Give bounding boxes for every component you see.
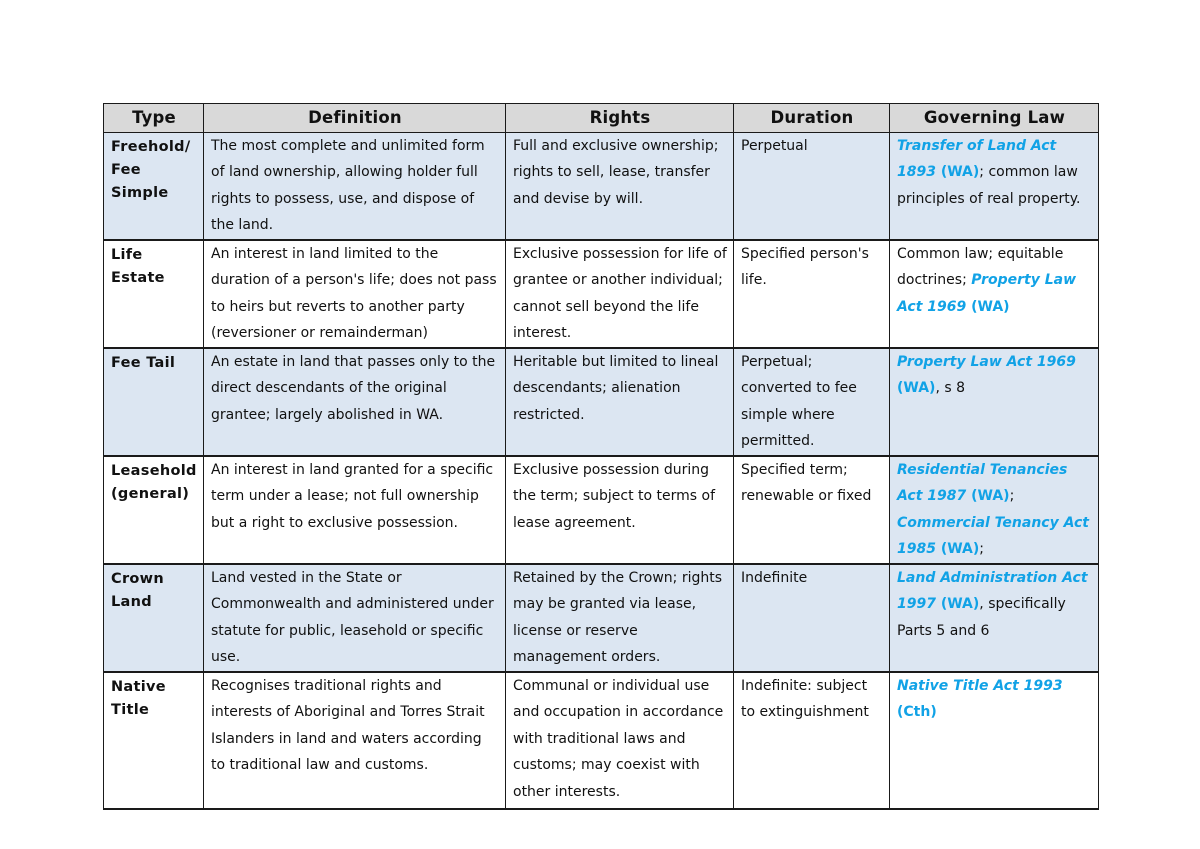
type-cell: Leasehold (general) bbox=[104, 456, 204, 564]
type-cell: Freehold/ Fee Simple bbox=[104, 132, 204, 240]
rights-cell: Exclusive possession for life of grantee or another individual; cannot sell beyond the life interest. bbox=[506, 240, 734, 348]
definition-cell: Land vested in the State or Commonwealth and administered under statute for public, leasehold or specific use. bbox=[204, 564, 506, 672]
definition-cell: The most complete and unlimited form of land ownership, allowing holder full rights to possess, use, and dispose of the land. bbox=[204, 132, 506, 240]
header-rights: Rights bbox=[506, 104, 734, 133]
duration-cell: Perpetual; converted to fee simple where permitted. bbox=[734, 348, 890, 456]
definition-cell: An interest in land granted for a specific term under a lease; not full ownership but a right to exclusive possession. bbox=[204, 456, 506, 564]
header-definition: Definition bbox=[204, 104, 506, 133]
duration-cell: Perpetual bbox=[734, 132, 890, 240]
type-cell: Native Title bbox=[104, 672, 204, 809]
table-row-native-title bbox=[104, 672, 1099, 809]
governing-law-cell bbox=[890, 456, 1099, 564]
definition-cell: Recognises traditional rights and interests of Aboriginal and Torres Strait Islanders in land and waters according to traditional law and customs. bbox=[204, 672, 506, 809]
law-text: , specifically Parts 5 and 6 bbox=[897, 596, 1066, 639]
table-row-life-estate bbox=[104, 240, 1099, 348]
type-cell: Life Estate bbox=[104, 240, 204, 348]
legislation-link[interactable]: Native Title Act 1993 bbox=[897, 677, 1063, 694]
table-row-freehold bbox=[104, 132, 1099, 240]
legislation-link[interactable]: Property Law Act 1969 bbox=[897, 272, 1077, 315]
type-cell: Fee Tail bbox=[104, 348, 204, 456]
legislation-link[interactable]: Commercial Tenancy Act 1985 bbox=[897, 514, 1090, 557]
rights-cell: Retained by the Crown; rights may be granted via lease, license or reserve management orders. bbox=[506, 564, 734, 672]
duration-cell: Indefinite: subject to extinguishment bbox=[734, 672, 890, 809]
header-type: Type bbox=[104, 104, 204, 133]
legislation-link[interactable]: Property Law Act 1969 bbox=[897, 353, 1076, 370]
rights-cell: Exclusive possession during the term; subject to terms of lease agreement. bbox=[506, 456, 734, 564]
jurisdiction-label[interactable]: (WA) bbox=[935, 596, 980, 612]
jurisdiction-label[interactable]: (WA) bbox=[897, 380, 936, 396]
governing-law-cell bbox=[890, 132, 1099, 240]
header-row bbox=[104, 104, 1099, 133]
governing-law-cell bbox=[890, 564, 1099, 672]
definition-cell: An estate in land that passes only to the direct descendants of the original grantee; largely abolished in WA. bbox=[204, 348, 506, 456]
type-cell: Crown Land bbox=[104, 564, 204, 672]
table-row-crown-land bbox=[104, 564, 1099, 672]
land-estates-table bbox=[103, 103, 1099, 810]
law-text: Common law; equitable doctrines; bbox=[897, 245, 1064, 288]
rights-cell: Full and exclusive ownership; rights to sell, lease, transfer and devise by will. bbox=[506, 132, 734, 240]
jurisdiction-label[interactable]: (WA) bbox=[935, 164, 980, 180]
legislation-link[interactable]: Transfer of Land Act 1893 bbox=[897, 137, 1057, 180]
legislation-link[interactable]: Land Administration Act 1997 bbox=[897, 569, 1088, 612]
governing-law-cell bbox=[890, 240, 1099, 348]
jurisdiction-label[interactable]: (Cth) bbox=[897, 704, 937, 720]
law-text: ; bbox=[1009, 488, 1015, 504]
duration-cell: Specified person's life. bbox=[734, 240, 890, 348]
rights-cell: Communal or individual use and occupation in accordance with traditional laws and customs; may coexist with other interests. bbox=[506, 672, 734, 809]
jurisdiction-label[interactable]: (WA) bbox=[935, 541, 980, 557]
law-text: , s 8 bbox=[935, 380, 966, 396]
duration-cell: Indefinite bbox=[734, 564, 890, 672]
jurisdiction-label[interactable]: (WA) bbox=[966, 488, 1010, 504]
rights-cell: Heritable but limited to lineal descendants; alienation restricted. bbox=[506, 348, 734, 456]
definition-cell: An interest in land limited to the duration of a person's life; does not pass to heirs but reverts to another party (reversioner or remainderman) bbox=[204, 240, 506, 348]
duration-cell: Specified term; renewable or fixed bbox=[734, 456, 890, 564]
table-row-leasehold bbox=[104, 456, 1099, 564]
governing-law-cell bbox=[890, 348, 1099, 456]
header-governing-law: Governing Law bbox=[890, 104, 1099, 133]
table-row-fee-tail bbox=[104, 348, 1099, 456]
governing-law-cell bbox=[890, 672, 1099, 809]
header-duration: Duration bbox=[734, 104, 890, 133]
legislation-link[interactable]: Residential Tenancies Act 1987 bbox=[897, 461, 1068, 504]
law-text: ; common law principles of real property. bbox=[897, 164, 1081, 207]
law-text: ; bbox=[979, 541, 985, 557]
jurisdiction-label[interactable]: (WA) bbox=[966, 298, 1010, 315]
